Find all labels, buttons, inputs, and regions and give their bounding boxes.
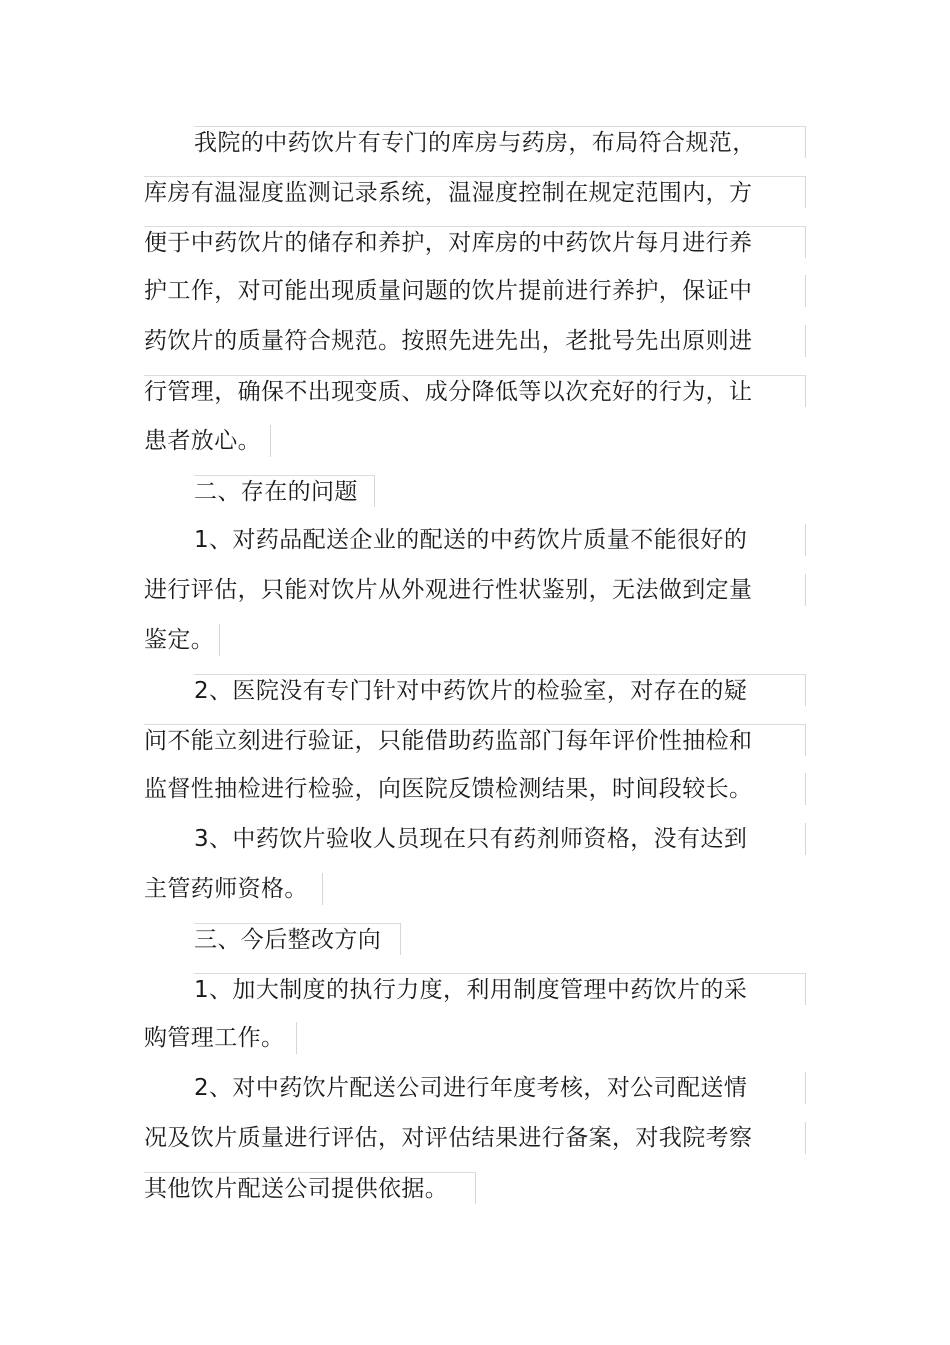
paragraph-1-line-5: 药饮片的质量符合规范。按照先进先出，老批号先出原则进: [144, 325, 806, 357]
paragraph-1-line-4: 护工作，对可能出现质量问题的饮片提前进行养护，保证中: [144, 275, 806, 307]
problem-1-line-2: 进行评估，只能对饮片从外观进行性状鉴别，无法做到定量: [144, 574, 806, 606]
paragraph-1-line-2: 库房有温湿度监测记录系统，温湿度控制在规定范围内，方: [144, 176, 806, 208]
section-heading-rectification: 三、今后整改方向: [194, 923, 401, 955]
paragraph-1-line-6: 行管理，确保不出现变质、成分降低等以次充好的行为，让: [144, 375, 806, 407]
measure-2-line-2: 况及饮片质量进行评估，对评估结果进行备案，对我院考察: [144, 1122, 806, 1154]
problem-2-line-1: 2、医院没有专门针对中药饮片的检验室，对存在的疑: [194, 674, 806, 706]
problem-2-line-2: 问不能立刻进行验证，只能借助药监部门每年评价性抽检和: [144, 724, 806, 756]
measure-2-line-3: 其他饮片配送公司提供依据。: [144, 1172, 476, 1204]
problem-3-line-2: 主管药师资格。: [144, 873, 323, 905]
measure-2-line-1: 2、对中药饮片配送公司进行年度考核，对公司配送情: [194, 1072, 806, 1104]
measure-1-line-1: 1、加大制度的执行力度，利用制度管理中药饮片的采: [194, 973, 806, 1005]
paragraph-1-line-1: 我院的中药饮片有专门的库房与药房，布局符合规范，: [194, 126, 806, 158]
problem-1-line-3: 鉴定。: [144, 624, 220, 656]
problem-2-line-3: 监督性抽检进行检验，向医院反馈检测结果，时间段较长。: [144, 773, 806, 805]
paragraph-1-line-3: 便于中药饮片的储存和养护，对库房的中药饮片每月进行养: [144, 226, 806, 258]
measure-1-line-2: 购管理工作。: [144, 1022, 297, 1054]
problem-3-line-1: 3、中药饮片验收人员现在只有药剂师资格，没有达到: [194, 823, 806, 855]
section-heading-problems: 二、存在的问题: [194, 475, 375, 507]
paragraph-1-line-7: 患者放心。: [144, 425, 271, 457]
problem-1-line-1: 1、对药品配送企业的配送的中药饮片质量不能很好的: [194, 524, 806, 556]
